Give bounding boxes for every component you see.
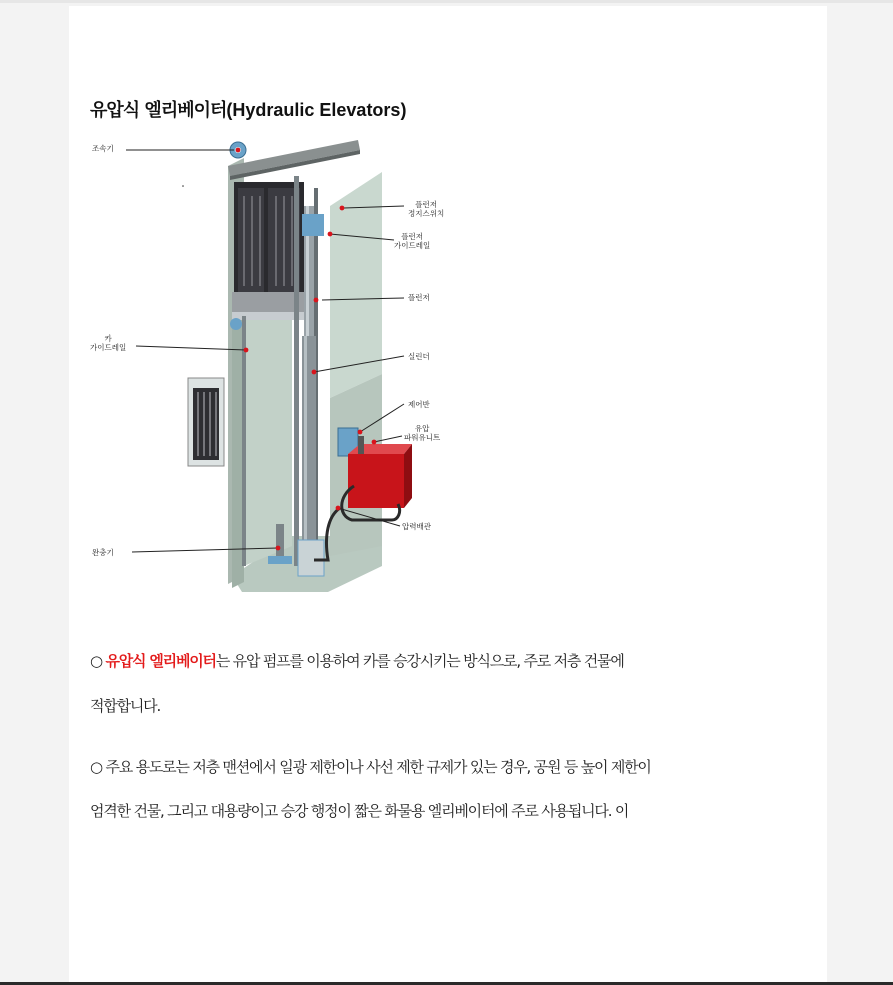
paragraph-1-line-2: 적합합니다.	[90, 697, 161, 715]
label-plunger-stop-switch-line2: 정지스위치	[408, 209, 445, 218]
label-car-guide-rail-line2: 가이드레일	[90, 343, 127, 352]
label-hydraulic-power-unit-line2: 파워유니트	[404, 433, 441, 442]
label-plunger: 플런저	[408, 293, 430, 302]
paragraph-2-line-2: 엄격한 건물, 그리고 대용량이고 승강 행정이 짧은 화물용 엘리베이터에 주로 사용됩니다. 이	[90, 802, 629, 820]
highlight-term: 유압식 엘리베이터	[105, 652, 216, 670]
label-plunger-stop-switch	[408, 200, 444, 218]
elevator-illustration	[92, 136, 452, 598]
title-korean: 유압식 엘리베이터	[90, 100, 227, 121]
label-car-guide-rail-line1: 카	[104, 334, 112, 343]
top-border	[0, 0, 893, 3]
label-plunger-guide-rail-line1: 플런저	[401, 232, 423, 241]
bullet-1: ○	[90, 652, 102, 670]
paragraph-1-line-1	[90, 650, 624, 671]
label-plunger-stop-switch-line1: 플런저	[415, 200, 437, 209]
label-cylinder: 실린더	[408, 352, 430, 361]
label-hydraulic-power-unit	[404, 424, 440, 442]
label-governor: 조속기	[92, 144, 114, 153]
label-plunger-guide-rail	[394, 232, 430, 250]
label-hydraulic-power-unit-line1: 유압	[414, 424, 430, 433]
label-pressure-pipe: 압력배관	[402, 522, 431, 531]
page-title	[90, 96, 406, 122]
title-english: (Hydraulic Elevators)	[226, 100, 407, 120]
label-car-guide-rail	[90, 334, 126, 352]
label-plunger-guide-rail-line2: 가이드레일	[394, 241, 431, 250]
label-control-panel: 제어반	[408, 400, 430, 409]
hydraulic-elevator-diagram	[92, 136, 452, 598]
paragraph-1-text: 는 유압 펌프를 이용하여 카를 승강시키는 방식으로, 주로 저층 건물에	[215, 652, 624, 670]
label-buffer: 완충기	[92, 548, 114, 557]
paragraph-2-line-1: ○ 주요 용도로는 저층 맨션에서 일광 제한이나 사선 제한 규제가 있는 경우, 공원 등 높이 제한이	[90, 758, 651, 776]
